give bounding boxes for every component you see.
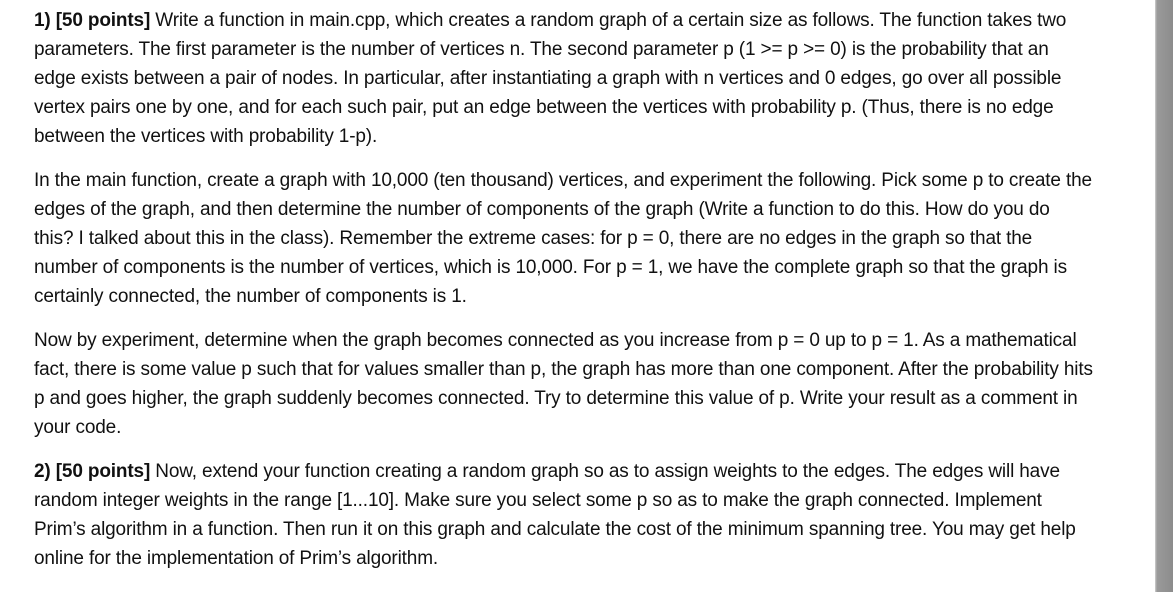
question-1-paragraph-3: Now by experiment, determine when the graph becomes connected as you increase from p = 0 up to p = 1. As a mathematical fact, there is some value p such that for values smaller than p, the graph has more than one component. After the probability hits p and goes higher, the graph suddenly becomes connected. Try to determine this value of p. Write your result as a comment in your code.	[34, 330, 1093, 438]
question-1-paragraph-1	[34, 6, 1094, 151]
question-2-label: 2) [50 points]	[34, 461, 151, 482]
question-1-label: 1) [50 points]	[34, 10, 151, 31]
question-2-paragraph	[34, 457, 1094, 573]
viewer-scrollbar-edge[interactable]	[1155, 0, 1173, 592]
question-2-text: Now, extend your function creating a random graph so as to assign weights to the edges. The edges will have random integer weights in the range [1...10]. Make sure you select some p so as to make the graph connected. Implement Prim’s algorithm in a function. Then run it on this graph and calculate the cost of the minimum spanning tree. You may get help online for the implementation of Prim’s algorithm.	[34, 461, 1076, 569]
question-1-intro-text: Write a function in main.cpp, which creates a random graph of a certain size as follows. The function takes two parameters. The first parameter is the number of vertices n. The second parameter p (1 >= p >= 0) is the probability that an edge exists between a pair of nodes. In particular, after instantiating a graph with n vertices and 0 edges, go over all possible vertex pairs one by one, and for each such pair, put an edge between the vertices with probability p. (Thus, there is no edge between the vertices with probability 1-p).	[34, 10, 1067, 147]
question-1-paragraph-2: In the main function, create a graph with 10,000 (ten thousand) vertices, and experiment the following. Pick some p to create the edges of the graph, and then determine the number of components of the graph (Write a function to do this. How do you do this? I talked about this in the class). Remember the extreme cases: for p = 0, there are no edges in the graph so that the number of components is the number of vertices, which is 10,000. For p = 1, we have the complete graph so that the graph is certainly connected, the number of components is 1.	[34, 170, 1092, 307]
document-content	[34, 6, 1094, 573]
